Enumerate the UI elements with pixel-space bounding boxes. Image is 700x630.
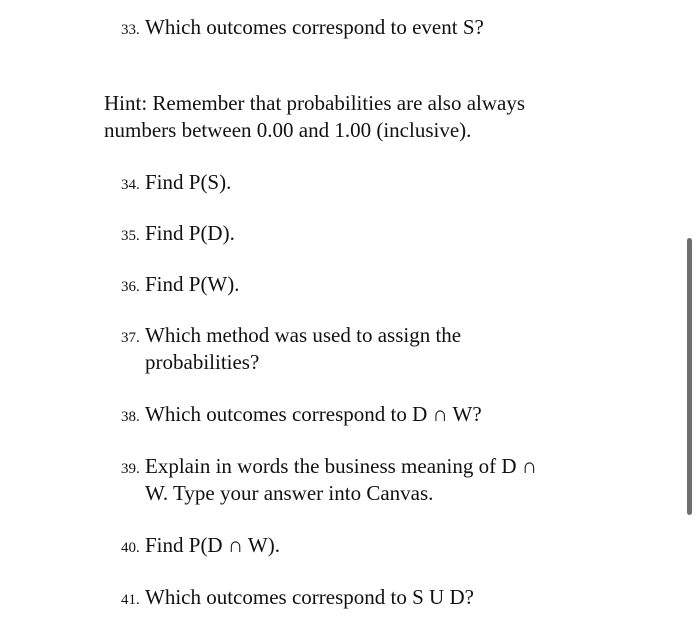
question-40 [121, 532, 280, 559]
question-text: Which outcomes correspond to D ∩ W? [145, 402, 482, 426]
question-34 [121, 169, 231, 196]
question-text: W. Type your answer into Canvas. [145, 481, 434, 505]
question-number: 40. [121, 540, 140, 556]
question-text: Which method was used to assign the [145, 323, 462, 347]
vertical-scrollbar[interactable] [687, 238, 692, 515]
question-text: Find P(S). [145, 170, 232, 194]
question-text: Find P(W). [145, 272, 240, 296]
question-41 [121, 584, 474, 611]
question-text: Explain in words the business meaning of D ∩ [145, 454, 537, 478]
question-number: 38. [121, 409, 140, 425]
question-36 [121, 271, 240, 298]
hint-line: numbers between 0.00 and 1.00 (inclusive). [104, 118, 472, 142]
question-number: 33. [121, 22, 140, 38]
question-text: Find P(D ∩ W). [145, 533, 280, 557]
question-number: 34. [121, 177, 140, 193]
question-number: 41. [121, 592, 140, 608]
hint-block [104, 90, 525, 144]
question-number: 39. [121, 461, 140, 477]
question-number: 36. [121, 279, 140, 295]
question-39 [121, 453, 537, 507]
hint-line: Hint: Remember that probabilities are also always [104, 91, 526, 115]
question-38 [121, 401, 482, 428]
question-37 [121, 322, 461, 376]
question-text: probabilities? [145, 350, 260, 374]
question-35 [121, 220, 235, 247]
question-text: Which outcomes correspond to event S? [145, 15, 484, 39]
question-number: 35. [121, 228, 140, 244]
question-text: Which outcomes correspond to S U D? [145, 585, 474, 609]
question-text: Find P(D). [145, 221, 235, 245]
question-33 [121, 14, 484, 41]
question-number: 37. [121, 330, 140, 346]
